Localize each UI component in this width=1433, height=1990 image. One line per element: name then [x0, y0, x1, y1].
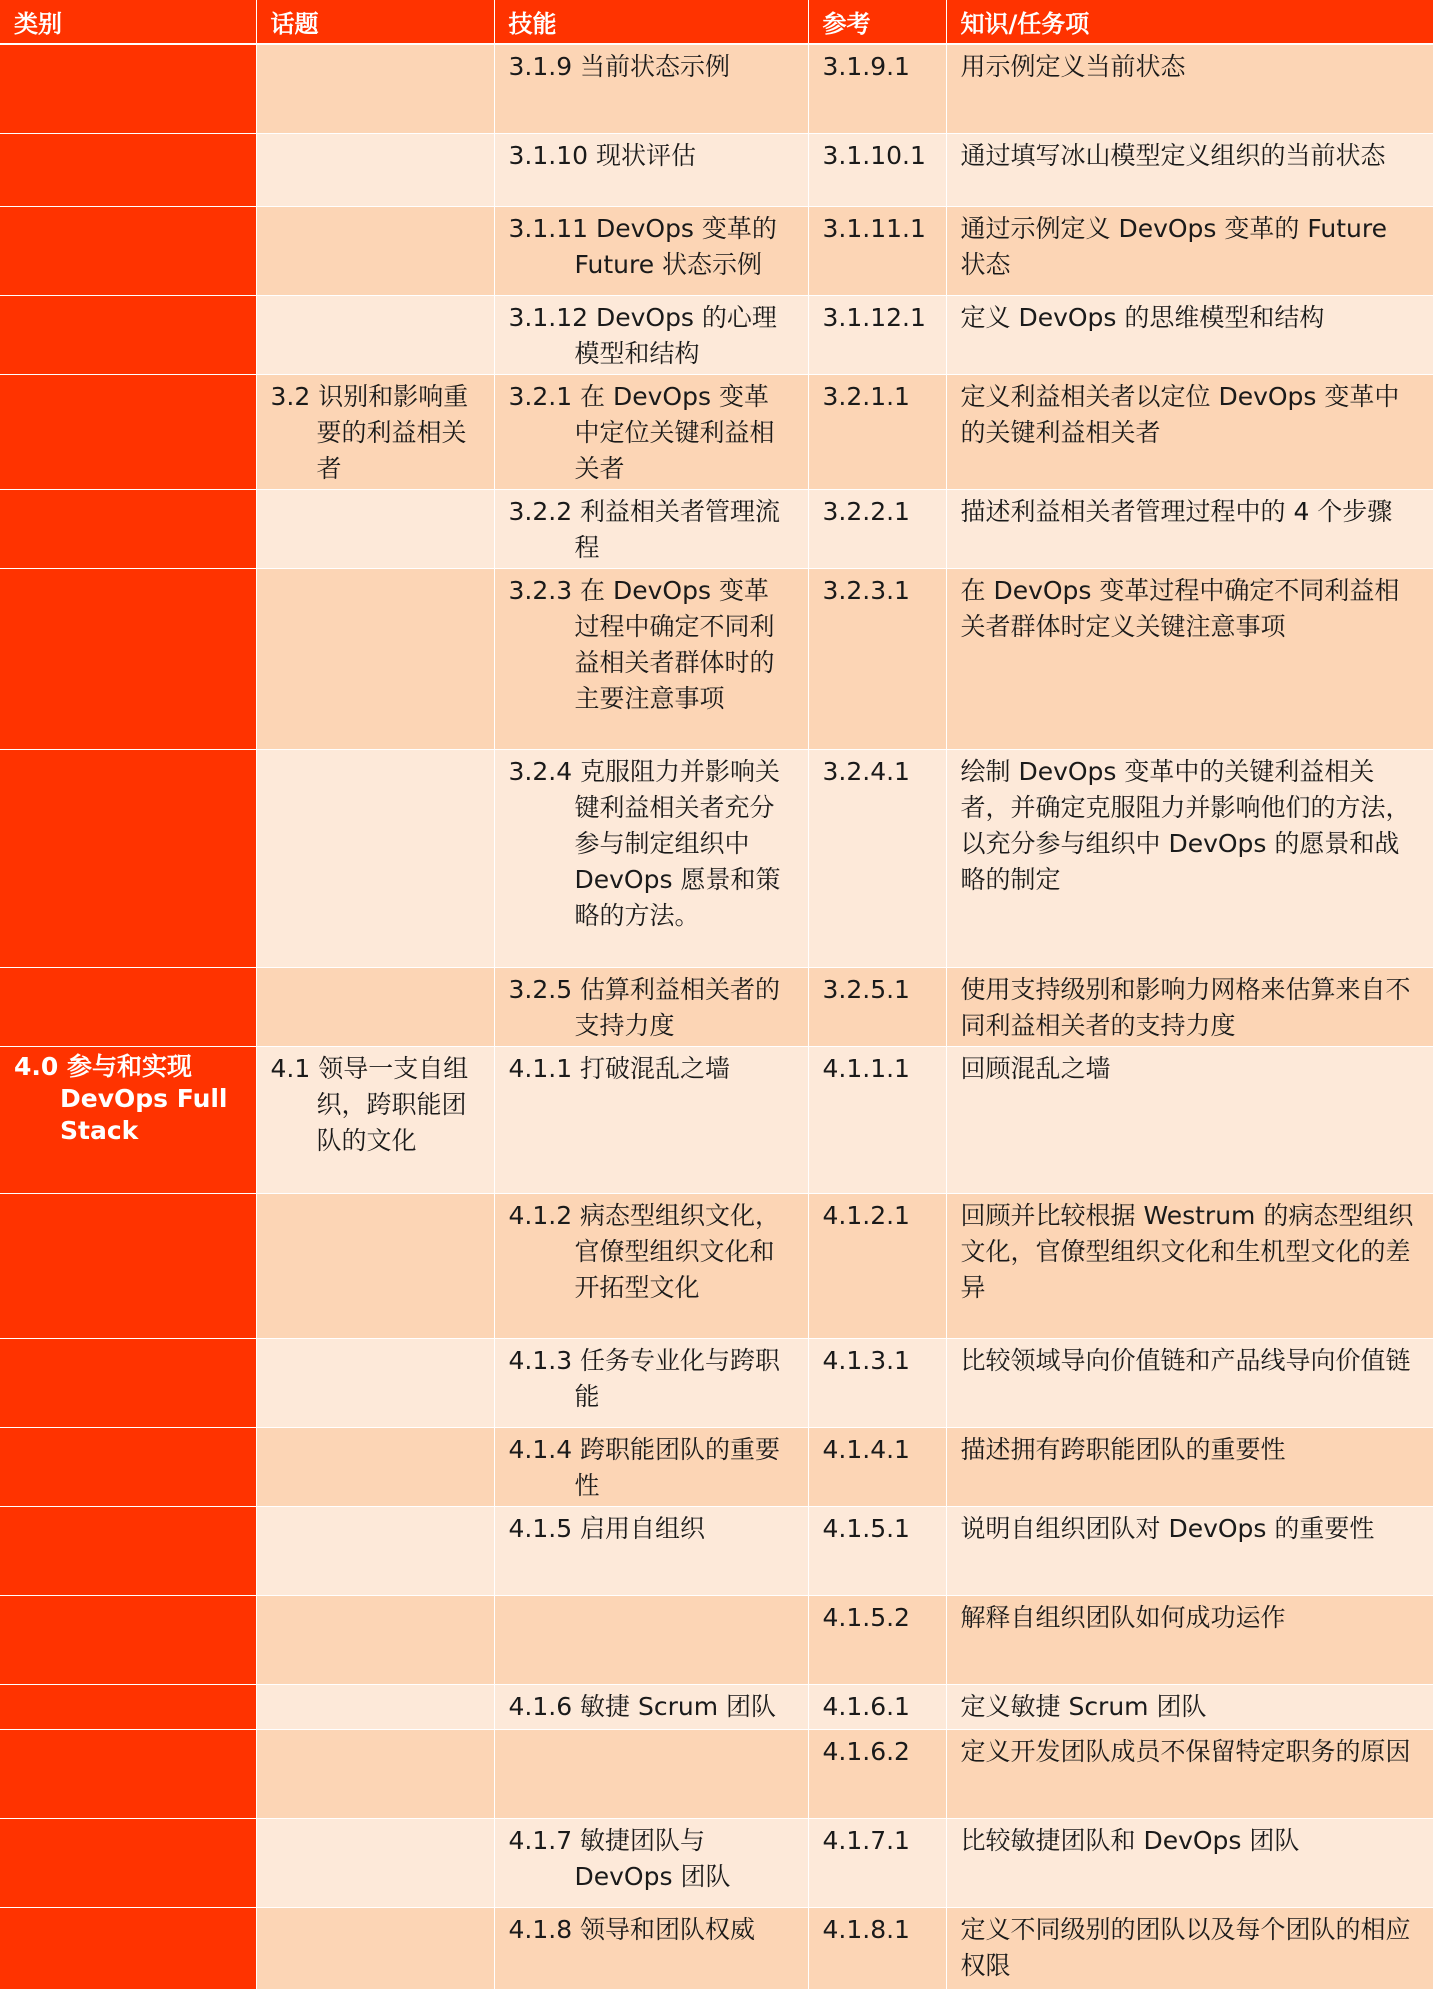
- header-reference: 参考: [808, 0, 946, 44]
- item-cell: 定义开发团队成员不保留特定职务的原因: [946, 1729, 1433, 1818]
- item-cell: 说明自组织团队对 DevOps 的重要性: [946, 1506, 1433, 1595]
- item-cell: 通过示例定义 DevOps 变革的 Future 状态: [946, 206, 1433, 295]
- category-cell: [0, 206, 256, 295]
- category-cell: [0, 133, 256, 206]
- reference-cell: 4.1.3.1: [808, 1338, 946, 1427]
- header-knowledge-task: 知识/任务项: [946, 0, 1433, 44]
- topic-cell: [256, 44, 494, 133]
- reference-cell: 3.2.2.1: [808, 489, 946, 568]
- table-row: [0, 1684, 1433, 1729]
- table-row: [0, 967, 1433, 1046]
- skill-cell: 4.1.4 跨职能团队的重要性: [494, 1427, 808, 1506]
- item-cell: 通过填写冰山模型定义组织的当前状态: [946, 133, 1433, 206]
- table-row: [0, 206, 1433, 295]
- table-row: [0, 1907, 1433, 1989]
- table-row: [0, 133, 1433, 206]
- category-cell: [0, 1595, 256, 1684]
- topic-cell: [256, 1338, 494, 1427]
- category-cell: [0, 568, 256, 749]
- item-cell: 定义敏捷 Scrum 团队: [946, 1684, 1433, 1729]
- category-cell: [0, 374, 256, 489]
- topic-cell: [256, 1427, 494, 1506]
- category-cell: [0, 1193, 256, 1338]
- category-cell: [0, 1427, 256, 1506]
- skill-cell: 3.1.12 DevOps 的心理模型和结构: [494, 295, 808, 374]
- table-row: [0, 1427, 1433, 1506]
- table-row: [0, 749, 1433, 967]
- skill-cell: 4.1.6 敏捷 Scrum 团队: [494, 1684, 808, 1729]
- topic-cell: [256, 1729, 494, 1818]
- topic-cell: [256, 1684, 494, 1729]
- skill-cell: 4.1.8 领导和团队权威: [494, 1907, 808, 1989]
- item-cell: 回顾并比较根据 Westrum 的病态型组织文化，官僚型组织文化和生机型文化的差异: [946, 1193, 1433, 1338]
- category-cell: [0, 1684, 256, 1729]
- item-cell: 回顾混乱之墙: [946, 1046, 1433, 1193]
- skill-cell: 4.1.1 打破混乱之墙: [494, 1046, 808, 1193]
- topic-cell: [256, 749, 494, 967]
- reference-cell: 3.1.9.1: [808, 44, 946, 133]
- table-row: [0, 1818, 1433, 1907]
- reference-cell: 4.1.1.1: [808, 1046, 946, 1193]
- item-cell: 比较敏捷团队和 DevOps 团队: [946, 1818, 1433, 1907]
- skill-cell: 3.1.9 当前状态示例: [494, 44, 808, 133]
- item-cell: 绘制 DevOps 变革中的关键利益相关者，并确定克服阻力并影响他们的方法，以充分参与组织中 DevOps 的愿景和战略的制定: [946, 749, 1433, 967]
- reference-cell: 3.2.5.1: [808, 967, 946, 1046]
- skill-cell: 3.2.1 在 DevOps 变革中定位关键利益相关者: [494, 374, 808, 489]
- item-cell: 解释自组织团队如何成功运作: [946, 1595, 1433, 1684]
- item-cell: 定义 DevOps 的思维模型和结构: [946, 295, 1433, 374]
- reference-cell: 3.1.11.1: [808, 206, 946, 295]
- table-row: [0, 1046, 1433, 1193]
- reference-cell: 3.2.3.1: [808, 568, 946, 749]
- item-cell: 描述拥有跨职能团队的重要性: [946, 1427, 1433, 1506]
- item-cell: 在 DevOps 变革过程中确定不同利益相关者群体时定义关键注意事项: [946, 568, 1433, 749]
- skill-cell: [494, 1729, 808, 1818]
- item-cell: 使用支持级别和影响力网格来估算来自不同利益相关者的支持力度: [946, 967, 1433, 1046]
- topic-cell: [256, 967, 494, 1046]
- reference-cell: 4.1.2.1: [808, 1193, 946, 1338]
- table-row: [0, 1729, 1433, 1818]
- skill-cell: 3.1.10 现状评估: [494, 133, 808, 206]
- skill-cell: [494, 1595, 808, 1684]
- category-cell: [0, 1818, 256, 1907]
- category-cell: [0, 1729, 256, 1818]
- reference-cell: 4.1.6.2: [808, 1729, 946, 1818]
- reference-cell: 3.2.4.1: [808, 749, 946, 967]
- header-skill: 技能: [494, 0, 808, 44]
- topic-cell: [256, 206, 494, 295]
- topic-cell: [256, 133, 494, 206]
- reference-cell: 4.1.7.1: [808, 1818, 946, 1907]
- skill-cell: 3.2.5 估算利益相关者的支持力度: [494, 967, 808, 1046]
- skill-cell: 3.2.4 克服阻力并影响关键利益相关者充分参与制定组织中 DevOps 愿景和策略的方法。: [494, 749, 808, 967]
- table-row: [0, 44, 1433, 133]
- table-row: [0, 489, 1433, 568]
- topic-cell: [256, 1506, 494, 1595]
- item-cell: 描述利益相关者管理过程中的 4 个步骤: [946, 489, 1433, 568]
- category-cell: [0, 1506, 256, 1595]
- skill-cell: 4.1.5 启用自组织: [494, 1506, 808, 1595]
- skill-cell: 4.1.3 任务专业化与跨职能: [494, 1338, 808, 1427]
- item-cell: 用示例定义当前状态: [946, 44, 1433, 133]
- topic-cell: [256, 1595, 494, 1684]
- table-row: [0, 1338, 1433, 1427]
- topic-cell: [256, 1907, 494, 1989]
- topic-cell: [256, 568, 494, 749]
- table-row: [0, 1193, 1433, 1338]
- category-cell: [0, 1338, 256, 1427]
- reference-cell: 4.1.5.2: [808, 1595, 946, 1684]
- topic-cell: [256, 295, 494, 374]
- table-row: [0, 295, 1433, 374]
- skill-cell: 3.2.3 在 DevOps 变革过程中确定不同利益相关者群体时的主要注意事项: [494, 568, 808, 749]
- item-cell: 比较领域导向价值链和产品线导向价值链: [946, 1338, 1433, 1427]
- category-cell: [0, 489, 256, 568]
- category-cell: [0, 295, 256, 374]
- skill-cell: 3.2.2 利益相关者管理流程: [494, 489, 808, 568]
- reference-cell: 4.1.5.1: [808, 1506, 946, 1595]
- skill-cell: 4.1.7 敏捷团队与 DevOps 团队: [494, 1818, 808, 1907]
- category-cell: 4.0 参与和实现 DevOps Full Stack: [0, 1046, 256, 1193]
- topic-cell: [256, 1818, 494, 1907]
- skill-cell: 4.1.2 病态型组织文化，官僚型组织文化和开拓型文化: [494, 1193, 808, 1338]
- reference-cell: 4.1.4.1: [808, 1427, 946, 1506]
- skill-cell: 3.1.11 DevOps 变革的 Future 状态示例: [494, 206, 808, 295]
- item-cell: 定义利益相关者以定位 DevOps 变革中的关键利益相关者: [946, 374, 1433, 489]
- reference-cell: 4.1.8.1: [808, 1907, 946, 1989]
- category-cell: [0, 44, 256, 133]
- reference-cell: 3.2.1.1: [808, 374, 946, 489]
- table-row: [0, 374, 1433, 489]
- header-topic: 话题: [256, 0, 494, 44]
- table-row: [0, 1595, 1433, 1684]
- reference-cell: 3.1.12.1: [808, 295, 946, 374]
- category-cell: [0, 1907, 256, 1989]
- header-row: [0, 0, 1433, 44]
- reference-cell: 4.1.6.1: [808, 1684, 946, 1729]
- category-cell: [0, 967, 256, 1046]
- item-cell: 定义不同级别的团队以及每个团队的相应权限: [946, 1907, 1433, 1989]
- table-row: [0, 1506, 1433, 1595]
- category-cell: [0, 749, 256, 967]
- reference-cell: 3.1.10.1: [808, 133, 946, 206]
- topic-cell: 3.2 识别和影响重要的利益相关者: [256, 374, 494, 489]
- topic-cell: [256, 489, 494, 568]
- topic-cell: 4.1 领导一支自组织，跨职能团队的文化: [256, 1046, 494, 1193]
- table-row: [0, 568, 1433, 749]
- topic-cell: [256, 1193, 494, 1338]
- header-category: 类别: [0, 0, 256, 44]
